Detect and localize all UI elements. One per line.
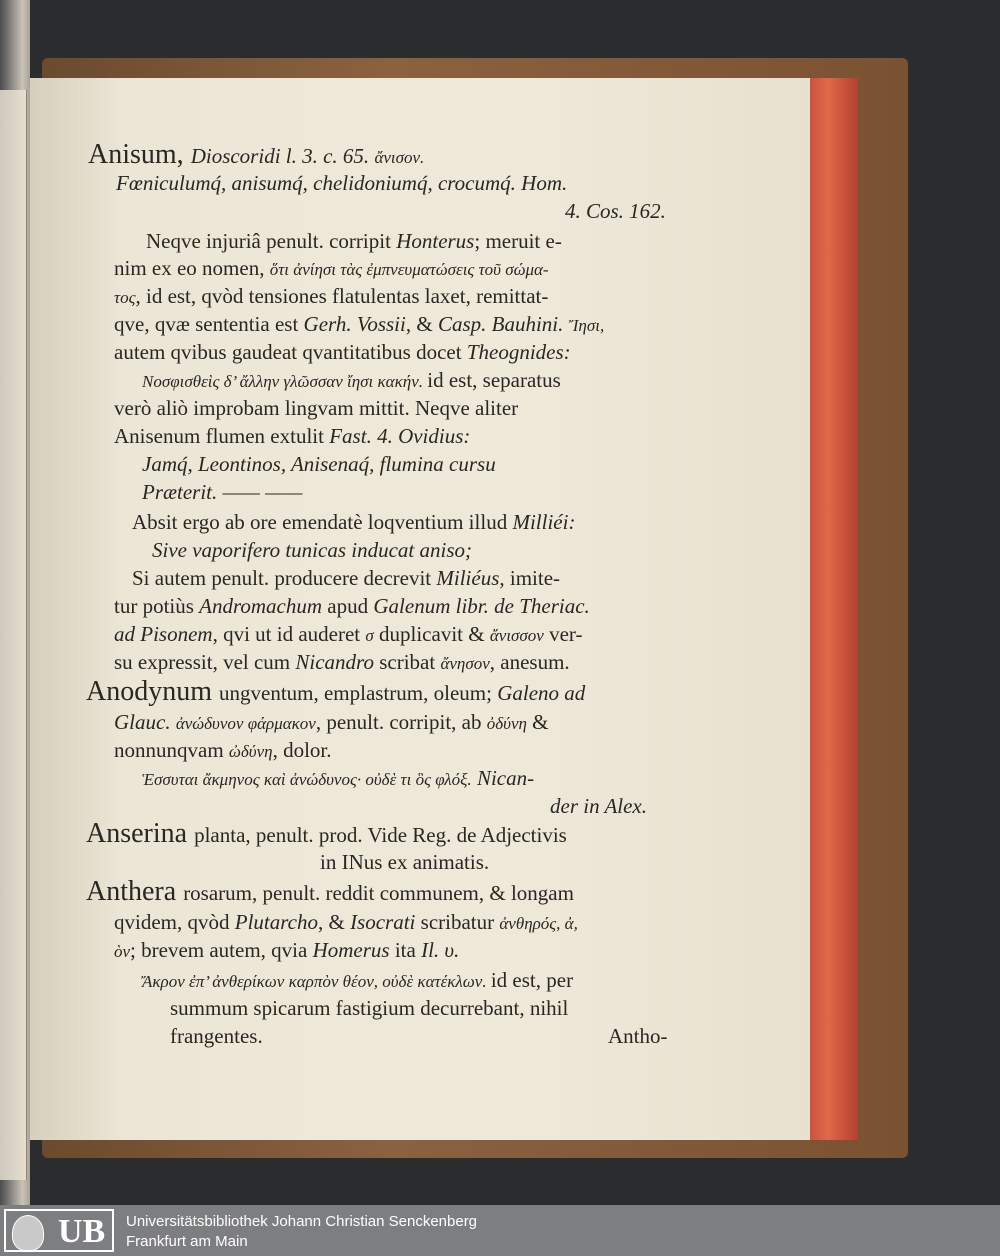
text-run: σ — [365, 626, 374, 645]
text-line — [86, 876, 574, 907]
text-line — [608, 1024, 668, 1048]
text-run: 4. Cos. 162. — [565, 199, 666, 223]
text-line — [114, 622, 583, 648]
text-run: , imite- — [499, 566, 561, 590]
text-run: Νοσφισθεὶς δ’ ἄλλην γλῶσσαν ἴησι κακήν. — [142, 372, 428, 391]
text-line — [114, 710, 549, 736]
text-run: Præterit. —— —— — [142, 480, 303, 504]
text-run: , penult. corripit, ab — [315, 710, 487, 734]
text-run: Anthera — [86, 876, 184, 907]
text-line — [114, 424, 470, 448]
text-run: Fast. 4. Ovidius: — [329, 424, 471, 448]
text-run: ἄνισον. — [374, 148, 425, 167]
text-run: ; meruit e- — [474, 229, 562, 253]
text-line — [152, 538, 472, 562]
text-run: Ἴησι, — [568, 316, 605, 335]
text-line — [320, 850, 489, 874]
text-run: Honterus — [396, 229, 475, 253]
text-line — [565, 199, 666, 223]
text-run: ἀνθηρός, ἀ, — [499, 914, 578, 933]
library-footer — [0, 1205, 1000, 1256]
ub-logo — [4, 1209, 114, 1252]
text-run: verò aliò improbam lingvam mittit. Neqve aliter — [114, 396, 519, 420]
text-run: , dolor. — [272, 738, 332, 762]
text-line — [142, 480, 302, 504]
text-line — [114, 340, 571, 364]
text-run: Antho- — [608, 1024, 668, 1048]
text-run: Ἑσσυται ἄκμηνος καὶ ἀνώδυνος· οὐδὲ τι ὃς φλόξ. — [142, 770, 472, 789]
text-run: Isocrati — [350, 910, 416, 934]
text-run: rosarum, penult. reddit communem, & longam — [183, 881, 574, 905]
text-run: tur potiùs — [114, 594, 200, 618]
text-line — [114, 396, 518, 420]
text-run: Nican- — [471, 766, 535, 790]
text-run: ver- — [543, 622, 583, 646]
text-run: ἄνησον — [440, 654, 490, 673]
text-line — [86, 818, 567, 849]
text-run: , & — [405, 312, 438, 336]
text-run: ἄνισσον — [489, 626, 544, 645]
text-run: Anisum, — [88, 139, 191, 170]
text-run: Miliéus — [436, 566, 500, 590]
text-line — [142, 968, 573, 994]
ub-logo-text: UB — [58, 1213, 106, 1250]
text-line — [170, 1024, 263, 1048]
text-run: Sive vaporifero tunicas inducat aniso; — [152, 538, 473, 562]
text-line — [114, 256, 549, 282]
text-line — [114, 284, 548, 310]
text-run: frangentes. — [170, 1024, 263, 1048]
text-run: summum spicarum fastigium decurrebant, nihil — [170, 996, 569, 1020]
text-run: Ἄκρον ἐπ’ ἀνθερίκων καρπὸν θέον, οὐδὲ κατέκλων. — [142, 972, 491, 991]
text-run: Fœniculumq́, anisumq́, chelidoniumq́, crocumq́. Hom. — [116, 171, 568, 195]
text-run: ad Pisonem — [114, 622, 213, 646]
text-run: ἀνώδυνον φάρμακον — [175, 714, 316, 733]
text-run: , id est, qvòd tensiones flatulentas laxet, remittat- — [135, 284, 549, 308]
text-line — [116, 171, 567, 195]
text-run: scribatur — [415, 910, 500, 934]
library-city: Frankfurt am Main — [126, 1233, 248, 1250]
text-line — [114, 312, 604, 338]
text-run: nonnunqvam — [114, 738, 229, 762]
text-run: scribat — [373, 650, 441, 674]
text-run: Neqve injuriâ penult. corripit — [146, 229, 397, 253]
text-run: qve, qvæ sententia est — [114, 312, 304, 336]
text-line — [550, 794, 647, 818]
page-text — [30, 78, 810, 1140]
text-line — [114, 738, 332, 764]
text-run: Milliéi: — [512, 510, 576, 534]
text-line — [142, 766, 534, 792]
text-run: apud — [322, 594, 374, 618]
text-run: Galeno ad — [497, 681, 586, 705]
text-run: Glauc. — [114, 710, 176, 734]
text-line — [146, 229, 562, 253]
text-run: Casp. Bauhini. — [437, 312, 569, 336]
text-run: nim ex eo nomen, — [114, 256, 270, 280]
text-run: Absit ergo ab ore emendatè loqventium illud — [132, 510, 513, 534]
text-run: Galenum libr. de Theriac. — [373, 594, 590, 618]
text-run: ita — [389, 938, 422, 962]
text-run: ὀδύνη — [486, 714, 527, 733]
text-run: τος — [114, 288, 136, 307]
text-line — [114, 910, 578, 936]
text-line — [142, 368, 561, 394]
text-line — [114, 594, 590, 618]
text-line — [132, 566, 560, 590]
text-run: in INus ex animatis. — [320, 850, 490, 874]
text-run: , qvi ut id auderet — [212, 622, 366, 646]
text-line — [114, 650, 570, 676]
red-page-edges — [808, 78, 858, 1140]
text-run: Homerus — [312, 938, 390, 962]
text-run: Theognides: — [466, 340, 571, 364]
text-run: autem qvibus gaudeat qvantitatibus docet — [114, 340, 467, 364]
text-run: , & — [317, 910, 351, 934]
text-run: der in Alex. — [550, 794, 648, 818]
text-run: planta, penult. prod. Vide Reg. de Adjectivis — [194, 823, 567, 847]
text-run: Jamq́, Leontinos, Anisenaq́, flumina cursu — [142, 452, 496, 476]
text-line — [114, 938, 459, 964]
portrait-icon — [12, 1215, 44, 1251]
text-run: Gerh. Vossii — [303, 312, 406, 336]
text-run: & — [526, 710, 549, 734]
book-page — [30, 78, 810, 1140]
library-name: Universitätsbibliothek Johann Christian Senckenberg — [126, 1213, 478, 1230]
facing-page-edge — [0, 90, 27, 1180]
text-line — [132, 510, 575, 534]
text-run: Anisenum flumen extulit — [114, 424, 330, 448]
text-run: ; brevem autem, qvia — [130, 938, 313, 962]
text-run: Anserina — [86, 818, 195, 849]
text-run: id est, separatus — [427, 368, 561, 392]
text-run: id est, per — [490, 968, 574, 992]
text-run: su expressit, vel cum — [114, 650, 296, 674]
text-run: Anodynum — [86, 676, 219, 707]
text-run: Si autem penult. producere decrevit — [132, 566, 437, 590]
text-run: Andromachum — [199, 594, 323, 618]
text-run: ὅτι ἀνίησι τὰς ἐμπνευματώσεις τοῦ σώμα- — [269, 260, 549, 279]
text-line — [170, 996, 568, 1020]
text-run: ungventum, emplastrum, oleum; — [219, 681, 498, 705]
text-run: Dioscoridi l. 3. c. 65. — [190, 144, 375, 168]
text-run: Plutarcho — [234, 910, 318, 934]
text-run: qvidem, qvòd — [114, 910, 235, 934]
text-line — [142, 452, 496, 476]
text-line — [86, 676, 586, 707]
text-run: , anesum. — [489, 650, 570, 674]
text-run: Nicandro — [295, 650, 374, 674]
text-line — [88, 139, 425, 170]
text-run: duplicavit & — [373, 622, 490, 646]
text-run: ὸν — [114, 942, 131, 961]
text-run: ὠδύνη — [228, 742, 273, 761]
text-run: Il. υ. — [421, 938, 460, 962]
